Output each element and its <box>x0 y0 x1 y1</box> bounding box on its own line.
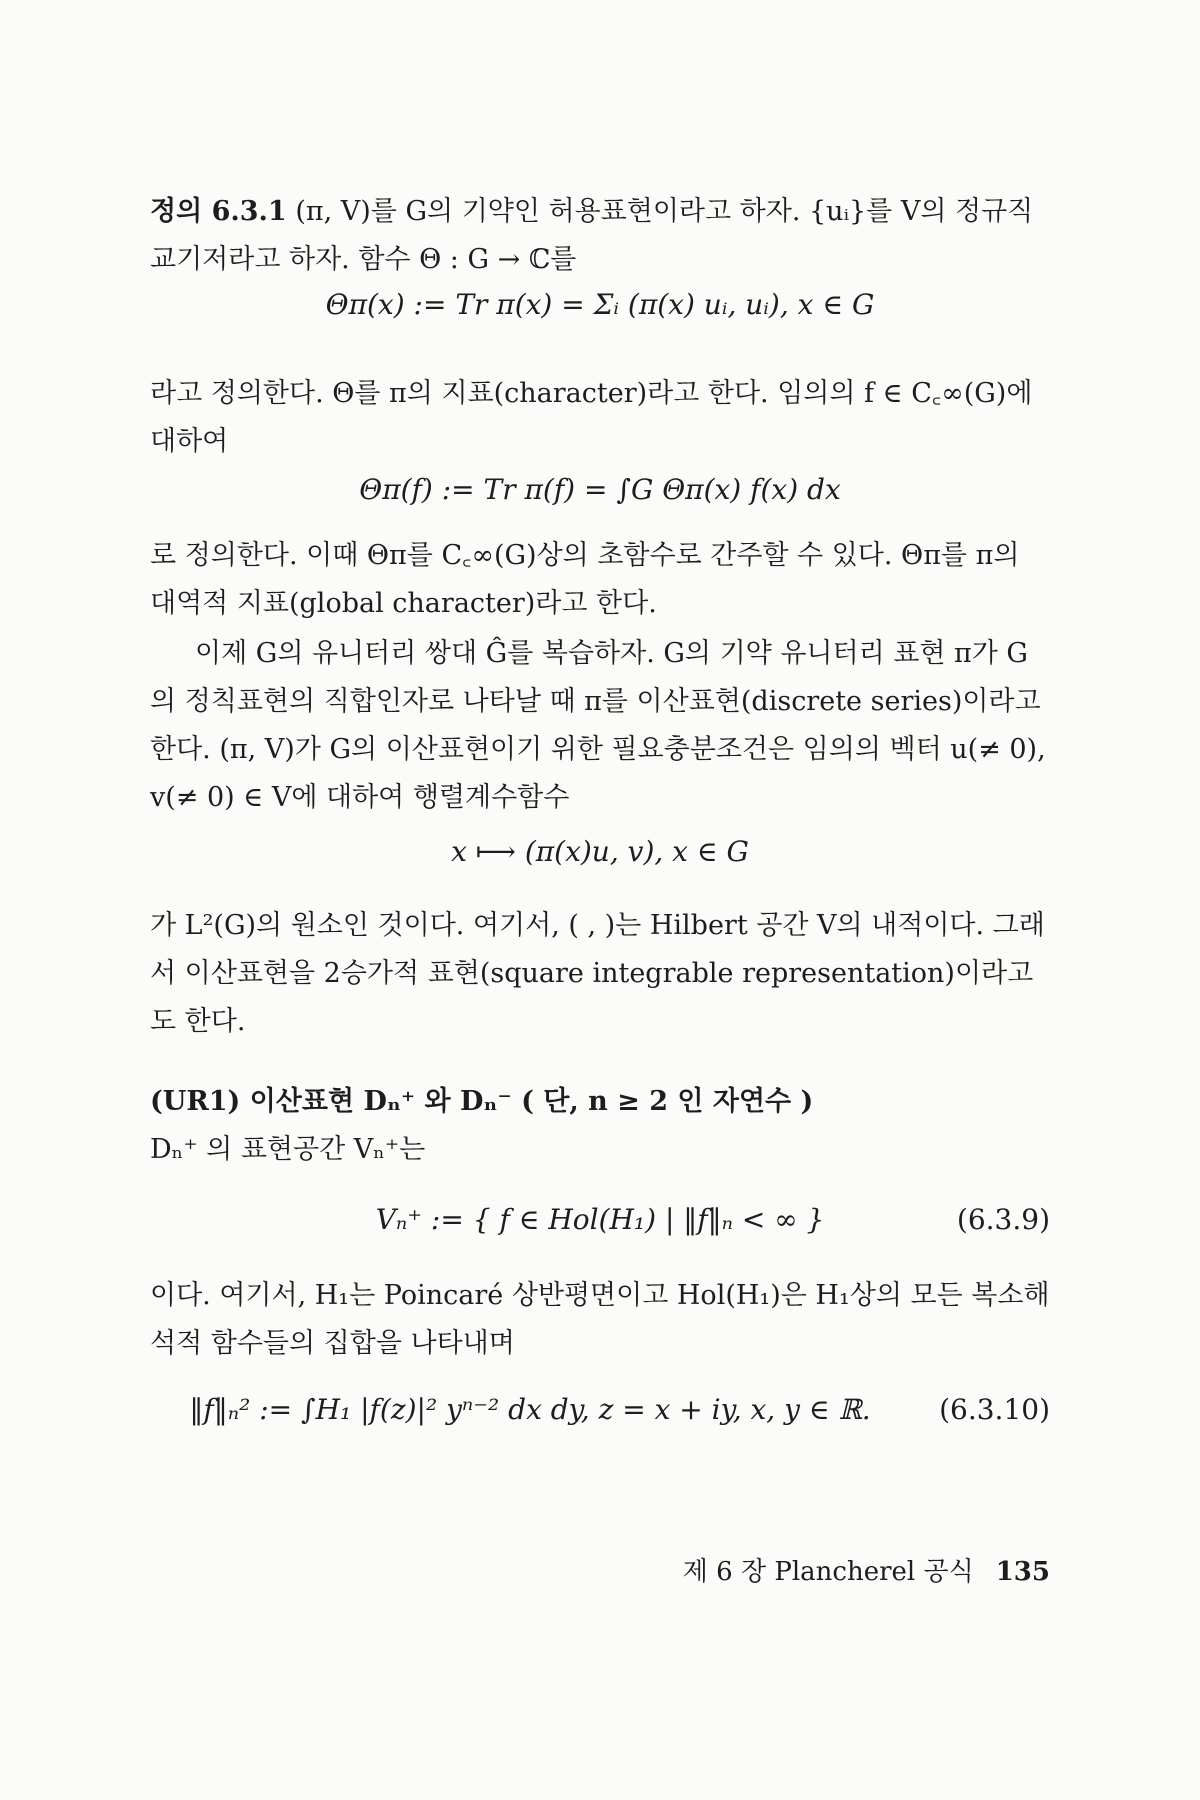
character-paragraph: 라고 정의한다. Θ를 π의 지표(character)라고 한다. 임의의 f ∈ C꜀∞(G)에 대하여 <box>150 378 1033 457</box>
section-subline: Dₙ⁺ 의 표현공간 Vₙ⁺는 <box>150 1134 426 1165</box>
matrix-coefficient-equation: x ⟼ (π(x)u, v), x ∈ G <box>451 835 749 868</box>
definition-title: 정의 6.3.1 <box>150 196 287 227</box>
equation-6-3-10 <box>150 1390 1050 1430</box>
page-number: 135 <box>995 1557 1050 1587</box>
equation-6-3-9 <box>150 1200 1050 1240</box>
section-heading: (UR1) 이산표현 Dₙ⁺ 와 Dₙ⁻ ( 단, n ≥ 2 인 자연수 ) <box>150 1086 814 1117</box>
poincare-paragraph: 이다. 여기서, H₁는 Poincaré 상반평면이고 Hol(H₁)은 H₁상의 모든 복소해석적 함수들의 집합을 나타내며 <box>150 1280 1050 1359</box>
equation-6-3-10-body: ‖f‖ₙ² := ∫H₁ |f(z)|² yⁿ⁻² dx dy, z = x + iy, x, y ∈ ℝ. <box>189 1393 871 1426</box>
global-character-paragraph: 로 정의한다. 이때 Θπ를 C꜀∞(G)상의 초함수로 간주할 수 있다. Θπ를 π의 대역적 지표(global character)라고 한다. <box>150 540 1020 619</box>
page-footer <box>683 1555 1050 1589</box>
integral-equation: Θπ(f) := Tr π(f) = ∫G Θπ(x) f(x) dx <box>359 473 841 506</box>
definition-text: (π, V)를 G의 기약인 허용표현이라고 하자. {uᵢ}를 V의 정규직교기저라고 하자. 함수 Θ : G → ℂ를 <box>150 196 1034 275</box>
l2-paragraph: 가 L²(G)의 원소인 것이다. 여기서, ( , )는 Hilbert 공간 V의 내적이다. 그래서 이산표현을 2승가적 표현(square integrable representation)이라고도 한다. <box>150 910 1045 1037</box>
equation-6-3-9-body: Vₙ⁺ := { f ∈ Hol(H₁) | ‖f‖ₙ < ∞ } <box>375 1203 825 1236</box>
equation-6-3-9-number: (6.3.9) <box>956 1203 1050 1236</box>
definition-paragraph <box>150 188 1050 284</box>
discrete-series-paragraph: 이제 G의 유니터리 쌍대 Ĝ를 복습하자. G의 기약 유니터리 표현 π가 G의 정칙표현의 직합인자로 나타날 때 π를 이산표현(discrete series)이라고 한다. (π, V)가 G의 이산표현이기 위한 필요충분조건은 임의의 벡터 u(≠ 0), v(≠ 0) ∈ V에 대하여 행렬계수함수 <box>150 638 1046 813</box>
chapter-title: 제 6 장 Plancherel 공식 <box>682 1557 974 1587</box>
trace-equation: Θπ(x) := Tr π(x) = Σᵢ (π(x) uᵢ, uᵢ), x ∈ G <box>325 288 875 321</box>
equation-6-3-10-number: (6.3.10) <box>939 1393 1050 1426</box>
